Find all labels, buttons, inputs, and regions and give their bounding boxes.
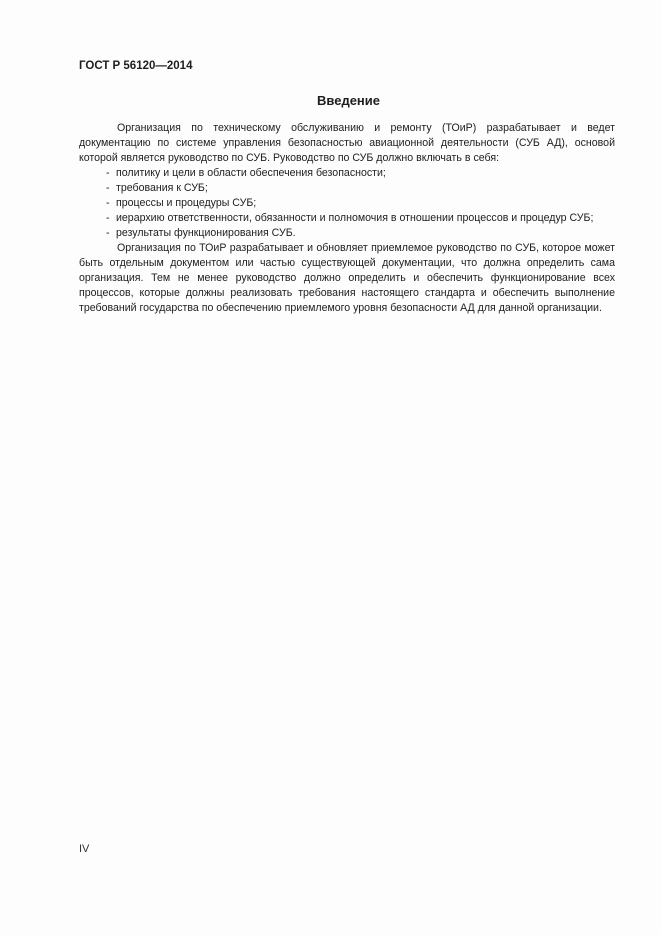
list-item-text: требования к СУБ; (116, 182, 208, 194)
document-body (79, 121, 615, 316)
list-item (79, 196, 615, 211)
list-item (79, 211, 615, 226)
section-title: Введение (317, 93, 380, 108)
standard-code-header: ГОСТ Р 56120—2014 (79, 60, 193, 72)
manual-paragraph: Организация по ТОиР разрабатывает и обновляет приемлемое руководство по СУБ, которое может быть отдельным документом или частью существующей документации, что должна определить сама организация. Тем не менее руководство должно определить и обеспечить функционирование всех процессов, которые должны реализовать требования настоящего стандарта и обеспечить выполнение требований государства по обеспечению приемлемого уровня безопасности АД для данной организации. (79, 242, 615, 314)
list-item-text: иерархию ответственности, обязанности и полномочия в отношении процессов и процедур СУБ; (116, 212, 594, 224)
list-dash: - (106, 212, 110, 224)
list-item-text: процессы и процедуры СУБ; (116, 197, 257, 209)
page-number: IV (79, 843, 90, 855)
list-item-text: политику и цели в области обеспечения безопасности; (116, 167, 386, 179)
list-dash: - (106, 197, 110, 209)
list-dash: - (106, 167, 110, 179)
list-dash: - (106, 182, 110, 194)
list-item (79, 181, 615, 196)
list-item-text: результаты функционирования СУБ. (116, 227, 296, 239)
list-item (79, 166, 615, 181)
requirements-list (79, 166, 615, 241)
list-dash: - (106, 227, 110, 239)
intro-paragraph: Организация по техническому обслуживанию и ремонту (ТОиР) разрабатывает и ведет документацию по системе управления безопасностью авиационной деятельности (СУБ АД), основой которой является руководство по СУБ. Руководство по СУБ должно включать в себя: (79, 122, 615, 164)
list-item (79, 226, 615, 241)
